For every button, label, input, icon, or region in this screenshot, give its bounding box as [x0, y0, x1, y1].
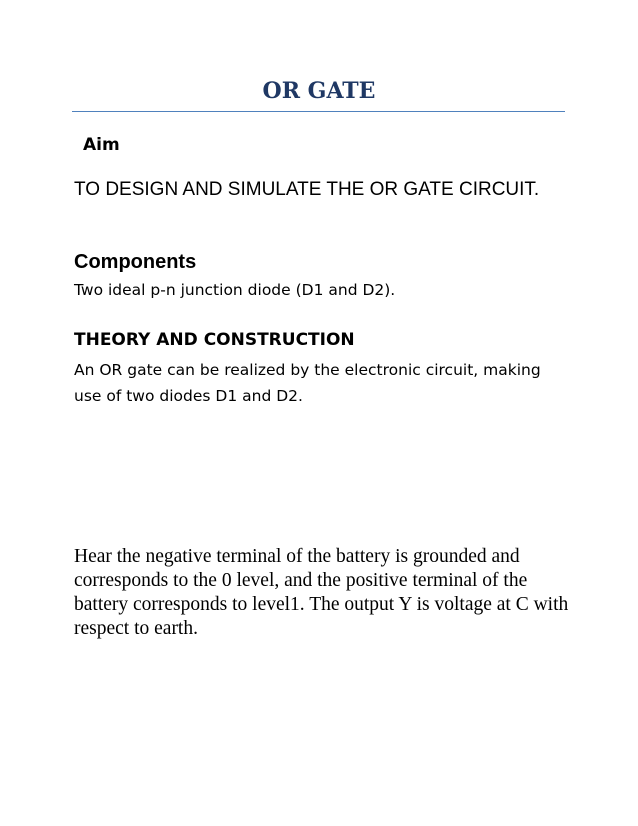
- aim-heading: Aim: [83, 135, 120, 155]
- components-heading: Components: [74, 251, 197, 273]
- battery-description: Hear the negative terminal of the battery is grounded and corresponds to the 0 level, and the positive terminal of the battery corresponds to level1. The output Y is voltage at C with respect to earth.: [74, 546, 569, 639]
- theory-text: An OR gate can be realized by the electronic circuit, making use of two diodes D1 and D2.: [74, 361, 541, 405]
- theory-heading: THEORY AND CONSTRUCTION: [74, 330, 355, 350]
- title-divider: [72, 111, 565, 112]
- aim-text: TO DESIGN AND SIMULATE THE OR GATE CIRCUIT.: [74, 179, 540, 200]
- components-text: Two ideal p-n junction diode (D1 and D2).: [74, 281, 396, 299]
- page-title: OR GATE: [262, 78, 376, 104]
